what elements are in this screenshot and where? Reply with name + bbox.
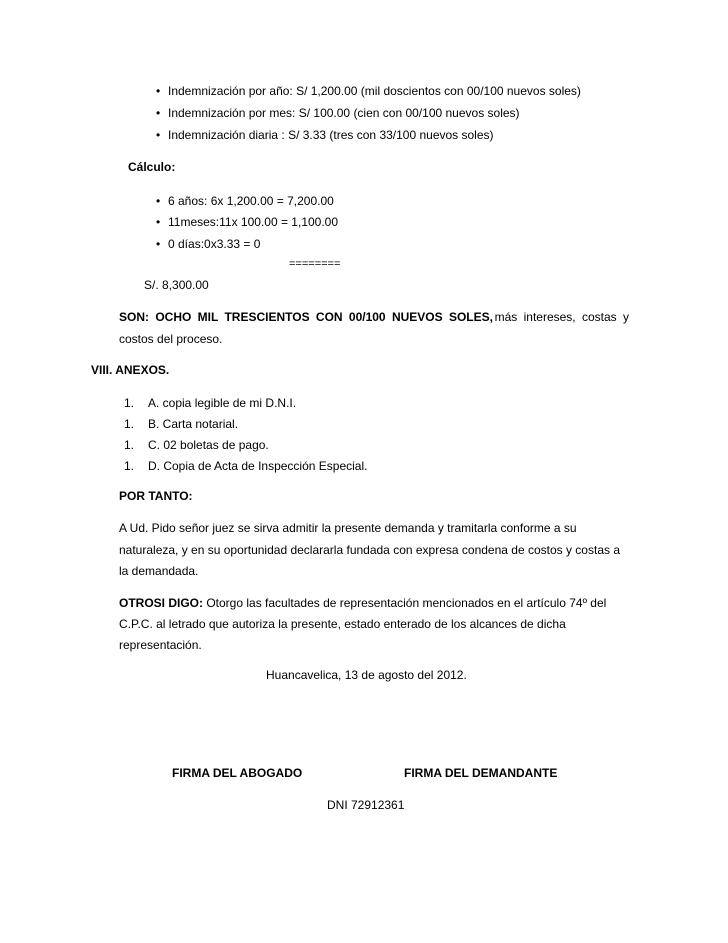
- bullet-icon: •: [156, 128, 161, 142]
- son-line-1: [119, 310, 629, 324]
- son-rest-text: más intereses, costas y: [494, 310, 629, 324]
- son-line-2: costos del proceso.: [119, 332, 223, 346]
- annex-item: 1. D. Copia de Acta de Inspección Especial.: [124, 459, 368, 473]
- otrosi-line: representación.: [119, 638, 202, 652]
- bullet-icon: •: [156, 84, 161, 98]
- signature-lawyer: FIRMA DEL ABOGADO: [172, 766, 303, 780]
- calc-title: Cálculo:: [128, 160, 176, 174]
- annex-item: 1. C. 02 boletas de pago.: [124, 438, 269, 452]
- annex-item: 1. B. Carta notarial.: [124, 417, 239, 431]
- total-amount: S/. 8,300.00: [144, 278, 209, 292]
- calc-months: • 11meses:11x 100.00 = 1,100.00: [156, 215, 339, 229]
- calc-years: • 6 años: 6x 1,200.00 = 7,200.00: [156, 194, 334, 208]
- otrosi-line: C.P.C. al letrado que autoriza la presente, estado enterado de los alcances de dicha: [119, 617, 566, 631]
- indemnity-day: • Indemnización diaria : S/ 3.33 (tres con 33/100 nuevos soles): [156, 128, 494, 142]
- indemnity-year: • Indemnización por año: S/ 1,200.00 (mil doscientos con 00/100 nuevos soles): [156, 84, 581, 98]
- otrosi-heading: OTROSI DIGO:: [119, 596, 203, 610]
- por-tanto-heading: POR TANTO:: [119, 489, 193, 503]
- bullet-icon: •: [156, 106, 161, 120]
- bullet-icon: •: [156, 237, 161, 251]
- separator: ========: [289, 258, 341, 270]
- calc-days: • 0 días:0x3.33 = 0: [156, 237, 261, 251]
- bullet-icon: •: [156, 215, 161, 229]
- dni-number: DNI 72912361: [327, 798, 405, 812]
- petition-line: naturaleza, y en su oportunidad declararla fundada con expresa condena de costos y costas a: [119, 543, 620, 557]
- petition-line: A Ud. Pido señor juez se sirva admitir la presente demanda y tramitarla conforme a su: [119, 521, 577, 535]
- bullet-icon: •: [156, 194, 161, 208]
- petition-line: la demandada.: [119, 564, 199, 578]
- otrosi-line-1: OTROSI DIGO: Otorgo las facultades de representación mencionados en el artículo 74º del: [119, 596, 607, 610]
- annex-item: 1. A. copia legible de mi D.N.I.: [124, 396, 297, 410]
- son-bold-text: SON: OCHO MIL TRESCIENTOS CON 00/100 NUEVOS SOLES,: [119, 310, 493, 324]
- signature-plaintiff: FIRMA DEL DEMANDANTE: [404, 766, 558, 780]
- indemnity-month: • Indemnización por mes: S/ 100.00 (cien con 00/100 nuevos soles): [156, 106, 520, 120]
- place-date: Huancavelica, 13 de agosto del 2012.: [266, 668, 467, 682]
- annex-title: VIII. ANEXOS.: [91, 363, 170, 377]
